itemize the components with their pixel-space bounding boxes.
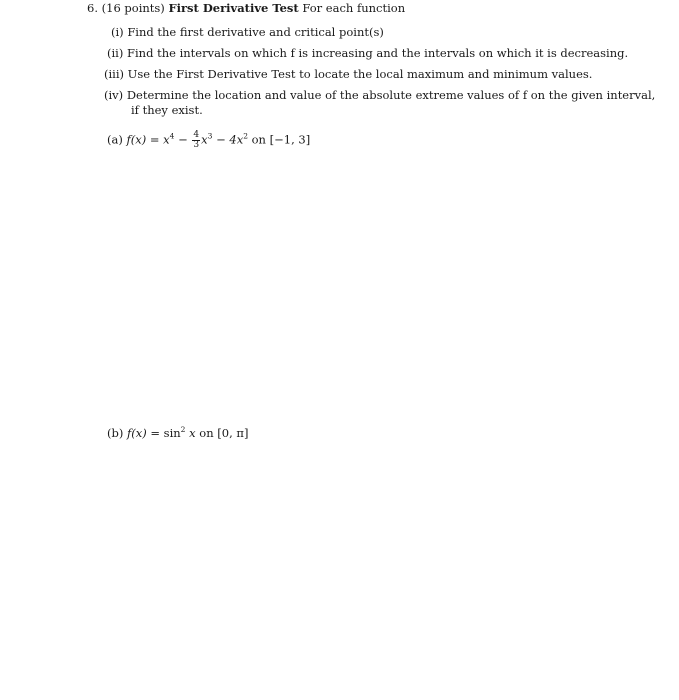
part-b-argument: x	[189, 426, 196, 440]
problem-points: (16 points)	[101, 1, 165, 15]
task-label: (i)	[111, 25, 124, 39]
problem-title: First Derivative Test	[168, 1, 299, 15]
part-a-term2: x	[201, 132, 208, 147]
part-b-lhs: f(x) =	[127, 426, 161, 440]
part-a-interval: [−1, 3]	[269, 132, 311, 147]
task-label: (ii)	[107, 46, 124, 60]
part-b-on: on	[199, 426, 214, 440]
task-text: Determine the location and value of the absolute extreme values of f on the given interval,	[126, 88, 656, 102]
part-a-term2-exp: 3	[207, 131, 213, 141]
problem-intro: For each function	[302, 1, 406, 15]
part-a-term3: 4x	[229, 132, 244, 147]
task-text: Find the first derivative and critical point(s)	[127, 25, 384, 39]
part-a-term1-exp: 4	[169, 131, 175, 141]
part-a-on: on	[251, 132, 266, 147]
part-a-term1: x	[163, 132, 170, 147]
part-b-function: sin	[163, 426, 181, 440]
fraction-denominator: 3	[193, 140, 200, 150]
task-label: (iii)	[104, 67, 125, 81]
task-item	[104, 88, 655, 102]
part-a-label: (a)	[107, 132, 123, 147]
part-a-lhs: f(x) =	[126, 132, 160, 147]
part-a-minus1: −	[178, 132, 188, 147]
part-a-term3-exp: 2	[243, 131, 248, 141]
task-text: Use the First Derivative Test to locate the local maximum and minimum values.	[127, 67, 593, 81]
fraction-numerator: 4	[193, 130, 200, 140]
problem-header	[87, 1, 405, 15]
part-b-function-exp: 2	[180, 425, 186, 434]
task-item	[104, 67, 592, 81]
part-b	[107, 426, 248, 440]
part-a-minus2: −	[216, 132, 226, 147]
task-label: (iv)	[104, 88, 124, 102]
task-text-continued: if they exist.	[131, 103, 203, 117]
task-text: Find the intervals on which f is increasing and the intervals on which it is decreasing.	[127, 46, 629, 60]
problem-number: 6.	[87, 1, 98, 15]
task-item	[111, 25, 384, 39]
part-b-interval: [0, π]	[217, 426, 249, 440]
task-item	[107, 46, 628, 60]
part-a	[107, 131, 310, 150]
part-a-fraction	[192, 131, 200, 150]
part-b-label: (b)	[107, 426, 124, 440]
